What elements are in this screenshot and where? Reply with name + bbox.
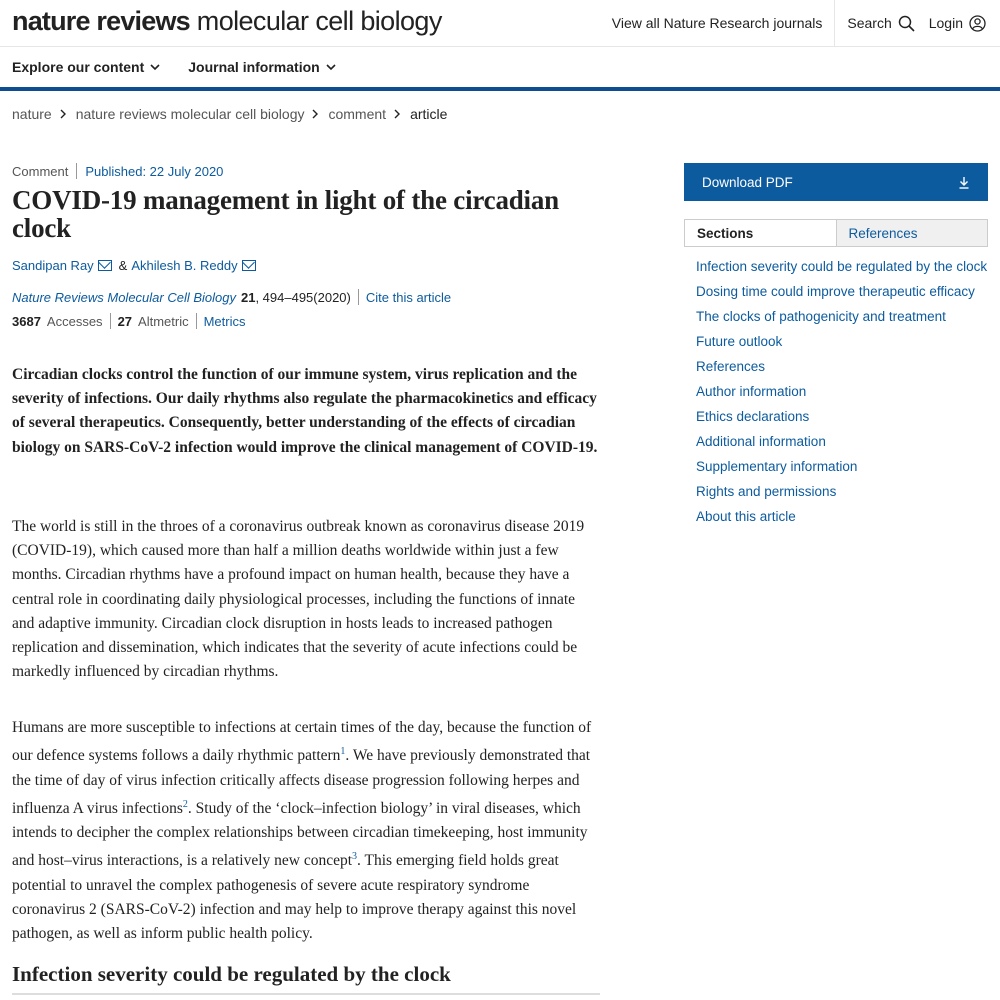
para2-text-b: . We have previously demonstrated that the time of day of virus infection critically affects disease progression following herpes and influenza A virus infections <box>12 747 591 817</box>
journal-info-label: Journal information <box>188 59 320 75</box>
section-link[interactable]: The clocks of pathogenicity and treatment <box>696 309 946 324</box>
breadcrumb-nature[interactable]: nature <box>12 106 52 122</box>
metrics-divider <box>196 313 197 329</box>
reference-1-link[interactable]: 1 <box>340 746 346 758</box>
chevron-down-icon <box>150 64 160 71</box>
breadcrumb-journal[interactable]: nature reviews molecular cell biology <box>75 106 305 122</box>
para2-text-d: . This emerging field holds great potential to unravel the complex pathogenesis of severe acute respiratory syndrome coronavirus 2 (SARS-CoV-2) infection and may help to improve therapy against this novel pathogen, as well as inform public health policy. <box>12 852 577 943</box>
cite-article-link[interactable]: Cite this article <box>365 289 452 305</box>
chevron-right-icon <box>392 109 404 119</box>
article-abstract: Circadian clocks control the function of our immune system, virus replication and the severity of infections. Our daily rhythms also regulate the pharmacokinetics and efficacy of several therapeutics. Consequently, better understanding of the effects of circadian biology on SARS-CoV-2 infection would improve the clinical management of COVID-19. <box>12 366 598 456</box>
author-reddy[interactable]: Akhilesh B. Reddy <box>131 258 238 273</box>
journal-logo[interactable] <box>12 6 442 37</box>
download-label: Download PDF <box>702 174 793 190</box>
para2-text-c: . Study of the ‘clock–infection biology’ in viral diseases, which intends to decipher the complex relationships between circadian timekeeping, host immunity and host–virus interactions, is a relatively new concept <box>12 799 588 870</box>
section-link[interactable]: Dosing time could improve therapeutic efficacy <box>696 284 975 299</box>
meta-divider <box>76 163 77 179</box>
article-metrics <box>12 313 600 329</box>
download-pdf-button[interactable] <box>684 163 988 201</box>
section-link[interactable]: Future outlook <box>696 334 783 349</box>
body-paragraph-2 <box>12 716 600 946</box>
author-separator: & <box>118 258 128 273</box>
metrics-link[interactable]: Metrics <box>203 313 246 329</box>
journal-link[interactable]: Nature Reviews Molecular Cell Biology <box>12 289 236 305</box>
section-link[interactable]: Supplementary information <box>696 459 858 474</box>
article-title: COVID-19 management in light of the circadian clock <box>12 185 559 243</box>
explore-content-menu[interactable] <box>12 59 160 75</box>
accesses-label: Accesses <box>46 313 103 329</box>
site-header <box>0 0 1000 47</box>
main-nav <box>0 47 1000 91</box>
section-link[interactable]: Ethics declarations <box>696 409 810 424</box>
mail-icon[interactable] <box>242 260 256 271</box>
chevron-down-icon <box>326 64 336 71</box>
search-icon <box>898 15 915 32</box>
section-heading: Infection severity could be regulated by the clock <box>12 962 600 995</box>
header-actions <box>612 0 1000 46</box>
search-label: Search <box>847 15 892 31</box>
reference-2-link[interactable]: 2 <box>182 798 188 810</box>
brand-light: molecular cell biology <box>189 6 442 36</box>
login-label: Login <box>928 15 963 31</box>
chevron-right-icon <box>310 109 322 119</box>
breadcrumb-article: article <box>410 106 448 122</box>
reference-3-link[interactable]: 3 <box>352 851 358 863</box>
metrics-divider <box>110 313 111 329</box>
tab-references[interactable]: References <box>836 220 988 246</box>
author-list <box>12 258 600 273</box>
altmetric-label: Altmetric <box>138 313 189 329</box>
section-link[interactable]: Infection severity could be regulated by the clock <box>696 259 988 274</box>
section-link[interactable]: Rights and permissions <box>696 484 837 499</box>
user-icon <box>969 15 986 32</box>
citation-line <box>12 289 600 305</box>
accesses-count: 3687 <box>12 313 41 329</box>
para2-text-a: Humans are more susceptible to infections at certain times of the day, because the function of our defence systems follows a daily rhythmic pattern <box>12 719 592 765</box>
section-link[interactable]: Additional information <box>696 434 826 449</box>
breadcrumb-comment[interactable]: comment <box>328 106 387 122</box>
section-link[interactable]: References <box>696 359 766 374</box>
citation-divider <box>358 289 359 305</box>
author-ray[interactable]: Sandipan Ray <box>12 258 94 273</box>
journal-information-menu[interactable] <box>188 59 335 75</box>
breadcrumb <box>12 106 447 122</box>
explore-label: Explore our content <box>12 59 145 75</box>
pages: , 494–495(2020) <box>255 289 351 305</box>
article-meta <box>12 162 600 180</box>
search-button[interactable] <box>847 15 914 32</box>
download-icon <box>958 176 970 189</box>
section-link[interactable]: About this article <box>696 509 796 524</box>
sidebar-tabs <box>684 219 988 247</box>
view-journals-link[interactable]: View all Nature Research journals <box>612 0 836 46</box>
altmetric-count: 27 <box>117 313 133 329</box>
published-date: Published: 22 July 2020 <box>85 163 224 179</box>
body-paragraph-1: The world is still in the throes of a coronavirus outbreak known as coronavirus disease 2019 (COVID-19), which caused more than half a million deaths worldwide within just a few months. Circadian rhythms have a profound impact on human health, because they have a central role in coordinating daily physiological processes, including the functions of innate and adaptive immunity. Circadian clock disruption in hosts leads to increased pathogen replication and dissemination, which indicates that the severity of acute infections could be markedly influenced by circadian rhythms. <box>12 518 585 681</box>
chevron-right-icon <box>58 109 70 119</box>
brand-bold: nature reviews <box>12 6 190 36</box>
tab-sections[interactable]: Sections <box>685 220 836 246</box>
volume: 21 <box>240 289 256 305</box>
section-links <box>696 258 987 533</box>
mail-icon[interactable] <box>98 260 112 271</box>
article-header <box>12 162 600 329</box>
article-type: Comment <box>12 163 69 179</box>
section-link[interactable]: Author information <box>696 384 807 399</box>
login-button[interactable] <box>929 15 986 32</box>
